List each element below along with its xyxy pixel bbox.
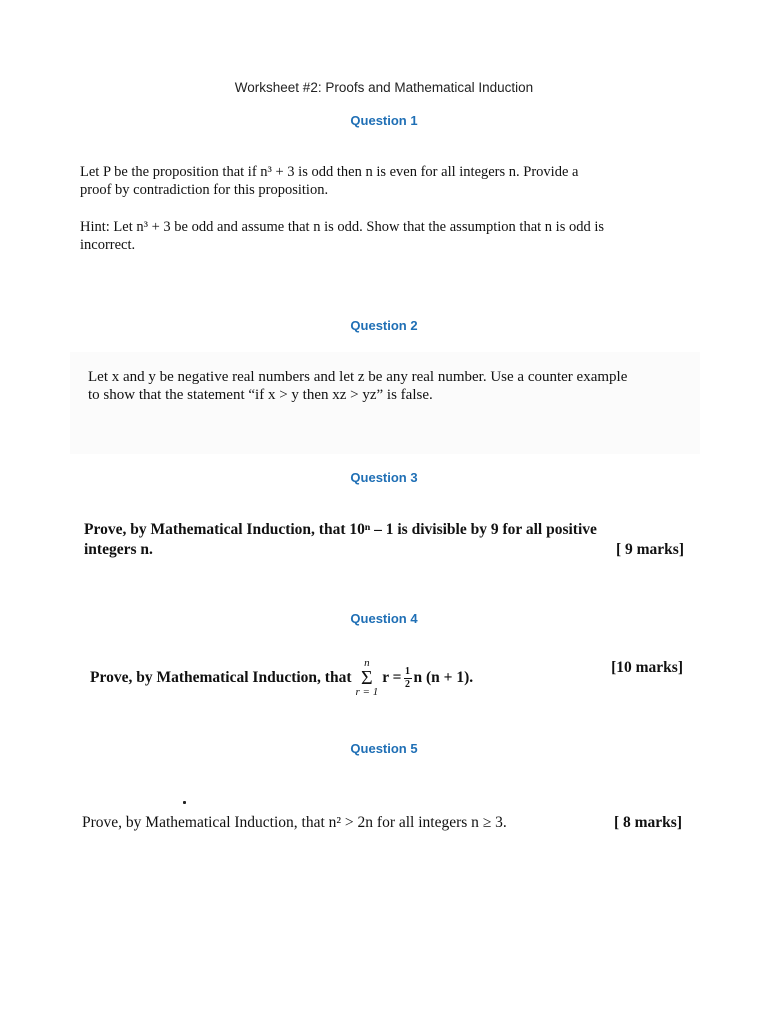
question-2-heading: Question 2 bbox=[350, 318, 418, 333]
question-4-marks: [10 marks] bbox=[611, 659, 683, 676]
scan-speck bbox=[183, 801, 186, 804]
fraction-numerator: 1 bbox=[405, 665, 411, 677]
summation-expression bbox=[355, 658, 378, 698]
summation-upper-limit: n bbox=[364, 657, 370, 669]
expression-left: r = bbox=[382, 669, 402, 686]
question-2-line-1: Let x and y be negative real numbers and let z be any real number. Use a counter example bbox=[88, 369, 628, 385]
summation-lower-limit: r = 1 bbox=[355, 686, 379, 698]
question-2-line-2: to show that the statement “if x > y then xz > yz” is false. bbox=[88, 387, 433, 403]
question-1-text bbox=[80, 163, 680, 199]
question-5-text bbox=[82, 814, 682, 832]
question-5-heading: Question 5 bbox=[350, 741, 418, 756]
fraction-one-half bbox=[404, 667, 412, 690]
question-3-line-2: integers n. bbox=[84, 541, 153, 558]
question-1-hint-line-1: Hint: Let n³ + 3 be odd and assume that n is odd. Show that the assumption that n is odd is bbox=[80, 219, 605, 235]
question-3-text bbox=[84, 520, 684, 560]
question-1-line-1: Let P be the proposition that if n³ + 3 is odd then n is even for all integers n. Provide a bbox=[80, 164, 579, 180]
question-3-heading: Question 3 bbox=[350, 470, 418, 485]
question-2-text bbox=[88, 368, 688, 404]
question-1-hint bbox=[80, 218, 680, 254]
question-1-heading: Question 1 bbox=[350, 113, 418, 128]
summation-symbol: Σ bbox=[361, 667, 373, 689]
question-1-hint-line-2: incorrect. bbox=[80, 237, 136, 253]
expression-right: n (n + 1). bbox=[413, 669, 474, 686]
question-4-heading: Question 4 bbox=[350, 611, 418, 626]
question-3-marks: [ 9 marks] bbox=[615, 541, 684, 558]
question-3-line-1: Prove, by Mathematical Induction, that 10ⁿ – 1 is divisible by 9 for all positive bbox=[84, 521, 597, 538]
question-5-marks: [ 8 marks] bbox=[613, 814, 682, 831]
fraction-denominator: 2 bbox=[405, 678, 411, 690]
question-4-text bbox=[90, 645, 683, 698]
question-4-statement: Prove, by Mathematical Induction, that bbox=[90, 669, 352, 686]
question-1-line-2: proof by contradiction for this proposition. bbox=[80, 182, 329, 198]
question-5-statement: Prove, by Mathematical Induction, that n² > 2n for all integers n ≥ 3. bbox=[82, 814, 507, 831]
worksheet-title: Worksheet #2: Proofs and Mathematical Induction bbox=[234, 80, 534, 95]
